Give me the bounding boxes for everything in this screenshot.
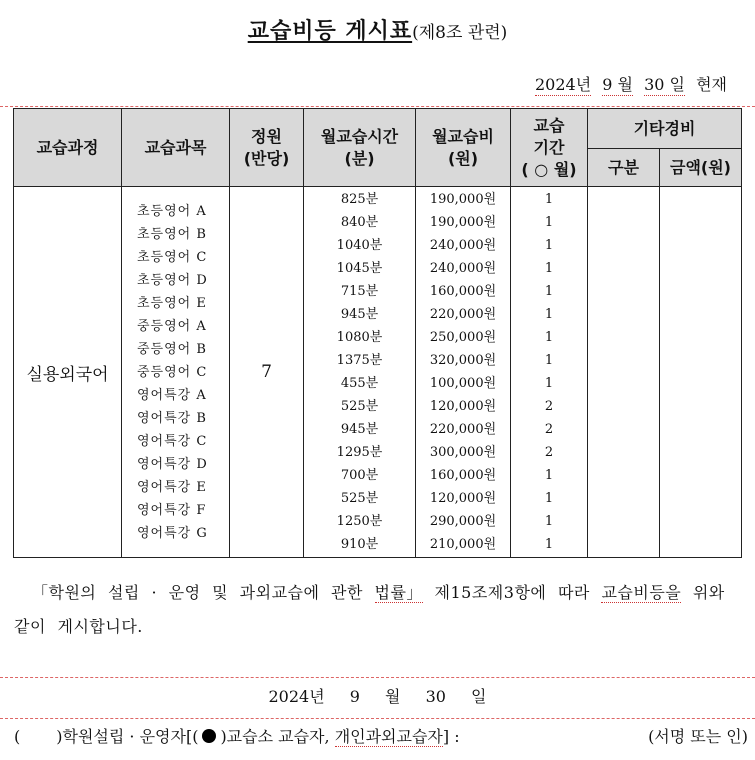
fee-item: 220,000원 [429,422,497,437]
hours-item: 525분 [340,399,379,414]
as-of-suffix: 현재 [696,75,727,94]
as-of-month: 9 월 [602,75,633,94]
hours-item: 1045분 [336,261,383,276]
subject-item: 중등영어 B [137,341,207,357]
subject-item: 영어특강 B [137,410,207,426]
document-title [0,14,755,45]
header-period: 교습 기간 ( ○ 월) [511,109,588,187]
subject-item: 초등영어 B [137,226,207,242]
subject-item: 초등영어 A [137,203,207,219]
fee-column [416,187,511,558]
period-item: 1 [544,353,554,368]
header-capacity: 정원 (반당) [230,109,304,187]
period-item: 2 [544,422,554,437]
period-column [511,187,588,558]
course-cell: 실용외국어 [14,187,122,558]
fee-item: 160,000원 [429,468,497,483]
subject-item: 영어특강 E [137,479,207,495]
period-item: 1 [544,376,554,391]
fee-item: 240,000원 [429,261,497,276]
hours-item: 525분 [340,491,379,506]
as-of-date [529,72,727,95]
sign-label-d: ] : [442,727,460,746]
fee-item: 250,000원 [429,330,497,345]
signature-line [14,724,748,747]
footer-month-unit: 월 [385,687,401,706]
subject-item: 영어특강 C [137,433,208,449]
hours-item: 455분 [340,376,379,391]
subject-item: 영어특강 G [137,525,208,541]
period-item: 1 [544,192,554,207]
hours-item: 945분 [340,422,379,437]
as-of-day: 30 일 [644,75,685,94]
fee-item: 300,000원 [429,445,497,460]
notice-prefix: 「학원의 설립 · 운영 및 과외교습에 관한 [32,583,375,602]
period-item: 1 [544,514,554,529]
subject-item: 영어특강 D [137,456,208,472]
capacity-cell: 7 [230,187,304,558]
notice-law: 법률」 [374,583,423,602]
sign-close: ) [56,727,63,746]
title-main: 교습비등 게시표 [247,19,413,44]
subject-item: 중등영어 A [137,318,207,334]
subject-item: 영어특강 F [137,502,207,518]
fee-table [13,108,742,558]
fee-item: 100,000원 [429,376,497,391]
footer-date [0,684,755,707]
hours-column [304,187,416,558]
footer-month: 9 [349,687,360,706]
period-item: 1 [544,468,554,483]
period-item: 1 [544,261,554,276]
notice-end: 위와 같이 게시합니다. [14,583,725,636]
fee-item: 160,000원 [429,284,497,299]
header-other-amount: 금액(원) [660,149,742,187]
footer-day-unit: 일 [471,687,487,706]
subject-item: 영어특강 A [137,387,207,403]
header-other-type: 구분 [588,149,660,187]
subject-column [122,187,230,558]
period-item: 2 [544,399,554,414]
notice-paragraph [14,576,742,644]
as-of-year: 2024년 [534,75,592,94]
subject-item: 초등영어 E [137,295,207,311]
fee-item: 290,000원 [429,514,497,529]
other-type-cell [588,187,660,558]
divider-bottom [0,718,755,719]
hours-item: 910분 [340,537,379,552]
footer-day: 30 [425,687,446,706]
subject-item: 초등영어 C [137,249,208,265]
hours-item: 1250분 [336,514,383,529]
fee-item: 320,000원 [429,353,497,368]
other-amount-cell [660,187,742,558]
period-item: 2 [544,445,554,460]
period-item: 1 [544,215,554,230]
hours-item: 825분 [340,192,379,207]
hours-item: 715분 [340,284,379,299]
period-item: 1 [544,537,554,552]
signature-placeholder: (서명 또는 인) [648,727,748,746]
period-item: 1 [544,238,554,253]
hours-item: 840분 [340,215,379,230]
header-course: 교습과정 [14,109,122,187]
notice-tail: 교습비등을 [601,583,682,602]
divider-middle [0,677,755,678]
sign-label-a: 학원설립 · 운영자[( [62,727,199,746]
sign-label-b: )교습소 교습자, [220,727,335,746]
fee-item: 240,000원 [429,238,497,253]
fee-item: 120,000원 [429,399,497,414]
subject-item: 초등영어 D [137,272,208,288]
divider-top [0,106,755,107]
sign-open: ( [14,727,21,746]
filled-circle-icon [202,729,216,743]
hours-item: 945분 [340,307,379,322]
hours-item: 1080분 [336,330,383,345]
header-subject: 교습과목 [122,109,230,187]
notice-middle: 제15조제3항에 따라 [422,583,602,602]
fee-item: 190,000원 [429,192,497,207]
header-other-expenses: 기타경비 [588,109,742,149]
fee-item: 190,000원 [429,215,497,230]
period-item: 1 [544,330,554,345]
header-monthly-fee: 월교습비 (원) [416,109,511,187]
subject-item: 중등영어 C [137,364,208,380]
header-monthly-hours: 월교습시간 (분) [304,109,416,187]
period-item: 1 [544,491,554,506]
title-subtitle: (제8조 관련) [412,23,508,43]
hours-item: 1040분 [336,238,383,253]
hours-item: 700분 [340,468,379,483]
fee-item: 220,000원 [429,307,497,322]
fee-item: 120,000원 [429,491,497,506]
period-item: 1 [544,284,554,299]
hours-item: 1375분 [336,353,383,368]
hours-item: 1295분 [336,445,383,460]
footer-year: 2024년 [268,687,325,706]
fee-item: 210,000원 [429,537,497,552]
sign-label-c: 개인과외교습자 [334,727,443,746]
period-item: 1 [544,307,554,322]
